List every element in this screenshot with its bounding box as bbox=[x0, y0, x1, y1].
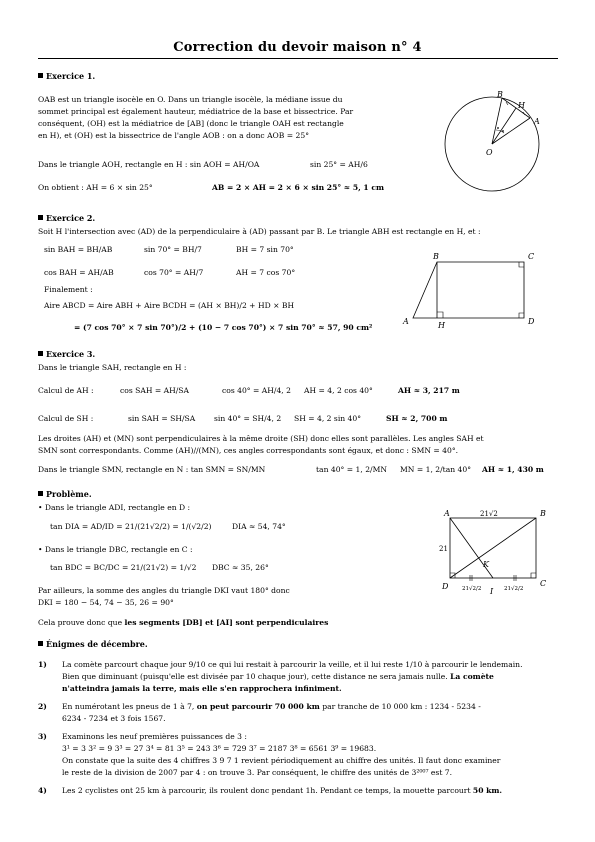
enigme2-line1: En numérotant les pneus de 1 à 7, on peut parcourir 70 000 km par tranche de 10 000 km : 1234 - 5234 - bbox=[62, 702, 481, 711]
fig1-label-H: H bbox=[518, 101, 525, 110]
ex2-aire1: Aire ABCD = Aire ABH + Aire BCDH = (AH × BH)/2 + HD × BH bbox=[44, 301, 295, 310]
prob-heading: Problème. bbox=[38, 489, 92, 499]
ex3-para2: SMN sont correspondants. Comme (AH)//(MN), ces angles correspondants sont égaux, et donc : SMN = 40°. bbox=[38, 446, 459, 455]
ex1-circle-figure bbox=[440, 88, 560, 198]
fig3-label-left: 21 bbox=[439, 545, 448, 553]
enigme3-number: 3) bbox=[38, 732, 47, 741]
ex3-ah2: cos 40° = AH/4, 2 bbox=[222, 386, 291, 395]
trapezoid-shape bbox=[413, 262, 524, 318]
ex3-intro: Dans le triangle SAH, rectangle en H : bbox=[38, 363, 187, 372]
title-rule bbox=[38, 58, 558, 59]
fig2-label-B: B bbox=[433, 252, 439, 261]
fig3-label-C: C bbox=[540, 579, 547, 588]
prob-result2: DBC ≈ 35, 26° bbox=[212, 563, 269, 572]
enigme3-line1: Examinons les neuf premières puissances de 3 : bbox=[62, 732, 247, 741]
ex2-finalement: Finalement : bbox=[44, 285, 93, 294]
prob-formula1: tan DIA = AD/ID = 21/(21√2/2) = 1/(√2/2) bbox=[50, 522, 212, 531]
prob-formula2: tan BDC = BC/DC = 21/(21√2) = 1/√2 bbox=[50, 563, 197, 572]
ex1-line2: sommet principal est également hauteur, médiatrice de la base et bissectrice. Par bbox=[38, 107, 354, 116]
ex3-ah-result: AH ≈ 3, 217 m bbox=[398, 386, 460, 395]
enigmes-heading: Énigmes de décembre. bbox=[38, 639, 148, 649]
ex3-sh1: sin SAH = SH/SA bbox=[128, 414, 196, 423]
fig2-label-H: H bbox=[438, 321, 445, 330]
fig2-label-A: A bbox=[403, 317, 409, 326]
ex3-sh3: SH = 4, 2 sin 40° bbox=[294, 414, 362, 423]
ex1-heading: Exercice 1. bbox=[38, 71, 95, 81]
segment-AI bbox=[450, 518, 493, 578]
fig3-label-I: I bbox=[490, 587, 494, 596]
ex2-aire2: = (7 cos 70° × 7 sin 70°)/2 + (10 − 7 cos 70°) × 7 sin 70° ≈ 57, 90 cm² bbox=[74, 323, 373, 332]
enigme1-line2: Bien que diminuant (puisqu'elle est divisée par 10 chaque jour), cette distance ne sera jamais nulle. La comète bbox=[62, 672, 494, 681]
prob-para2: DKI = 180 − 54, 74 − 35, 26 = 90° bbox=[38, 598, 174, 607]
fig3-label-K: K bbox=[483, 560, 489, 569]
ex3-ah3: AH = 4, 2 cos 40° bbox=[304, 386, 373, 395]
enigme2-number: 2) bbox=[38, 702, 47, 711]
ex3-ah-label: Calcul de AH : bbox=[38, 386, 94, 395]
ex3-para3a: Dans le triangle SMN, rectangle en N : tan SMN = SN/MN bbox=[38, 465, 266, 474]
ex1-line6a: On obtient : AH = 6 × sin 25° bbox=[38, 183, 153, 192]
fig1-label-B: B bbox=[497, 90, 503, 99]
ex3-heading: Exercice 3. bbox=[38, 349, 95, 359]
ex2-heading: Exercice 2. bbox=[38, 213, 95, 223]
enigme4-line1: Les 2 cyclistes ont 25 km à parcourir, ils roulent donc pendant 1h. Pendant ce temps, la mouette parcourt 50 km. bbox=[62, 786, 503, 795]
ex1-line4: en H), et (OH) est la bissectrice de l'angle AOB : on a donc AOB = 25° bbox=[38, 131, 310, 140]
ex2-r1a: sin BAH = BH/AB bbox=[44, 245, 113, 254]
ex2-intro: Soit H l'intersection avec (AD) de la perpendiculaire à (AD) passant par B. Le triangle ABH est rectangle en H, et : bbox=[38, 227, 481, 236]
diagonal-DB bbox=[450, 518, 536, 578]
ex2-r2b: cos 70° = AH/7 bbox=[144, 268, 204, 277]
enigme1-line3: n'atteindra jamais la terre, mais elle s'en rapprochera infiniment. bbox=[62, 684, 342, 693]
ex3-sh-label: Calcul de SH : bbox=[38, 414, 94, 423]
fig3-label-bottom2: 21√2/2 bbox=[504, 586, 524, 592]
ex1-line3: conséquent, (OH) est la médiatrice de [AB] (donc le triangle OAH est rectangle bbox=[38, 119, 344, 128]
enigme3-line4: le reste de la division de 2007 par 4 : on trouve 3. Par conséquent, le chiffre des unités de 3²⁰⁰⁷ est 7. bbox=[62, 768, 453, 777]
page-title: Correction du devoir maison n° 4 bbox=[173, 40, 422, 55]
prob-bullet1: • Dans le triangle ADI, rectangle en D : bbox=[38, 503, 191, 512]
fig1-label-A: A bbox=[534, 117, 540, 126]
enigme2-line2: 6234 - 7234 et 3 fois 1567. bbox=[62, 714, 166, 723]
fig3-label-bottom1: 21√2/2 bbox=[462, 586, 482, 592]
fig3-label-A: A bbox=[444, 509, 450, 518]
segment-OA bbox=[492, 118, 530, 144]
prob-para1: Par ailleurs, la somme des angles du triangle DKI vaut 180° donc bbox=[38, 586, 290, 595]
ex1-line5b: sin 25° = AH/6 bbox=[310, 160, 368, 169]
ex3-para1: Les droites (AH) et (MN) sont perpendiculaires à la même droite (SH) donc elles sont parallèles. Les angles SAH et bbox=[38, 434, 484, 443]
ex3-para3b: tan 40° = 1, 2/MN bbox=[316, 465, 388, 474]
ex2-r2c: AH = 7 cos 70° bbox=[236, 268, 296, 277]
ex1-result: AB = 2 × AH = 2 × 6 × sin 25° ≈ 5, 1 cm bbox=[212, 183, 384, 192]
ex3-sh-result: SH ≈ 2, 700 m bbox=[386, 414, 448, 423]
ex3-sh2: sin 40° = SH/4, 2 bbox=[214, 414, 282, 423]
prob-conclusion: Cela prouve donc que les segments [DB] et [AI] sont perpendiculaires bbox=[38, 618, 329, 627]
ex3-ah1: cos SAH = AH/SA bbox=[120, 386, 189, 395]
enigme1-line1: La comète parcourt chaque jour 9/10 ce qui lui restait à parcourir la veille, et il lui reste 1/10 à parcourir le lendemain. bbox=[62, 660, 523, 669]
fig1-label-O: O bbox=[486, 148, 493, 157]
fig2-label-D: D bbox=[528, 317, 535, 326]
prob-result1: DIA ≈ 54, 74° bbox=[232, 522, 286, 531]
prob-rectangle-figure bbox=[438, 510, 558, 600]
fig3-label-D: D bbox=[442, 582, 449, 591]
ex2-trapezoid-figure bbox=[398, 250, 548, 335]
ex2-r2a: cos BAH = AH/AB bbox=[44, 268, 114, 277]
fig3-label-B: B bbox=[540, 509, 546, 518]
ex2-r1c: BH = 7 sin 70° bbox=[236, 245, 294, 254]
enigme4-number: 4) bbox=[38, 786, 47, 795]
ex2-r1b: sin 70° = BH/7 bbox=[144, 245, 202, 254]
ex1-line5a: Dans le triangle AOH, rectangle en H : sin AOH = AH/OA bbox=[38, 160, 260, 169]
ex3-mn-result: AH ≈ 1, 430 m bbox=[482, 465, 544, 474]
ex3-para3c: MN = 1, 2/tan 40° bbox=[400, 465, 472, 474]
prob-bullet2: • Dans le triangle DBC, rectangle en C : bbox=[38, 545, 193, 554]
enigme3-line3: On constate que la suite des 4 chiffres 3 9 7 1 revient périodiquement au chiffre des unités. Il faut donc examiner bbox=[62, 756, 501, 765]
fig3-label-top: 21√2 bbox=[480, 510, 498, 518]
fig2-label-C: C bbox=[528, 252, 535, 261]
ex1-line1: OAB est un triangle isocèle en O. Dans un triangle isocèle, la médiane issue du bbox=[38, 95, 343, 104]
enigme1-number: 1) bbox=[38, 660, 47, 669]
enigme3-line2: 3¹ = 3 3² = 9 3³ = 27 3⁴ = 81 3⁵ = 243 3⁶ = 729 3⁷ = 2187 3⁸ = 6561 3⁹ = 19683. bbox=[62, 744, 377, 753]
